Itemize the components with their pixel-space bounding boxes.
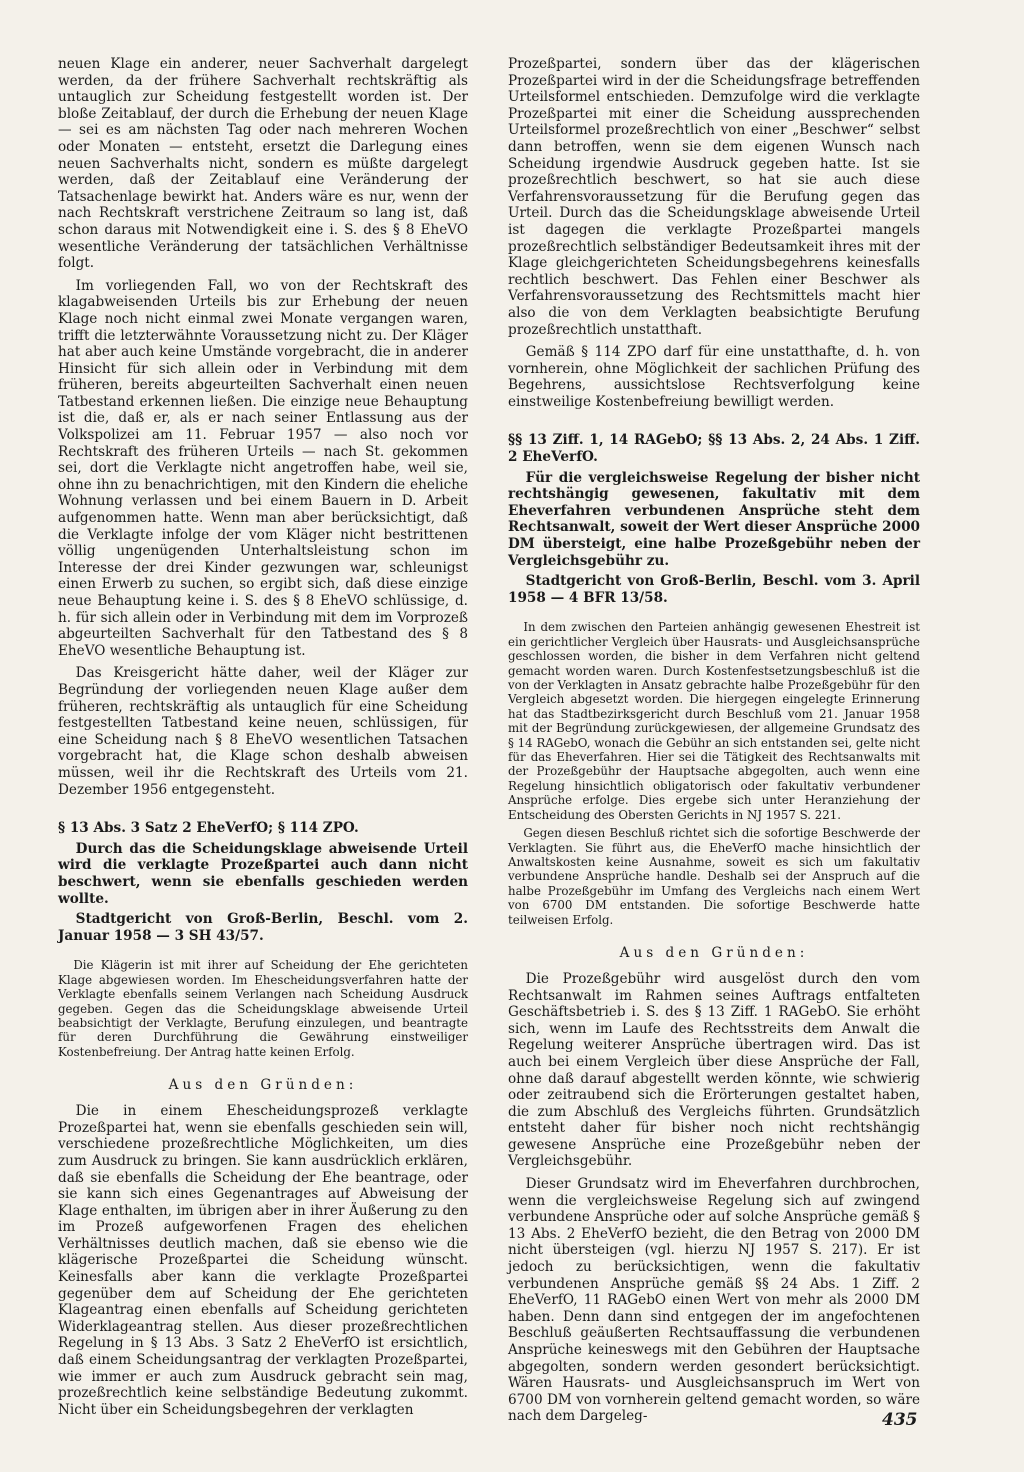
court-citation: Stadtgericht von Groß-Berlin, Beschl. vom 3. April 1958 — 4 BFR 13/58. [508, 573, 920, 606]
paragraph: Das Kreisgericht hätte daher, weil der Kläger zur Begründung der vorliegenden neuen Klage außer dem früheren, rechtskräftig als untauglich für eine Scheidung festgestellten Tatbestand keine neuen, schlüssigen, für eine Scheidung nach § 8 EheVO wesentlichen Tatsachen vorgebracht hat, die Klage schon deshalb abweisen müssen, weil ihr die Rechtskraft des Urteils vom 21. Dezember 1956 entgegensteht. [58, 665, 468, 798]
paragraph: Die in einem Ehescheidungsprozeß verklagte Prozeßpartei hat, wenn sie ebenfalls geschieden sein will, verschiedene prozeßrechtliche Möglichkeiten, um dies zum Ausdruck zu bringen. Sie kann ausdrücklich erklären, daß sie ebenfalls die Scheidung der Ehe beantrage, oder sie kann sich eines Gegenantrages auf Abweisung der Klage enthalten, im übrigen aber in ihrer Äußerung zu den im Prozeß aufgeworfenen Fragen des ehelichen Verhältnisses deutlich machen, daß sie ebenso wie die klägerische Prozeßpartei die Scheidung wünscht. Keinesfalls aber kann die verklagte Prozeßpartei gegenüber dem auf Scheidung der Ehe gerichteten Klageantrag einen ebenfalls auf Scheidung gerichteten Widerklageantrag stellen. Aus dieser prozeßrechtlichen Regelung in § 13 Abs. 3 Satz 2 EheVerfO ist ersichtlich, daß einem Scheidungsantrag der verklagten Prozeßpartei, wie immer er auch zum Ausdruck gebracht sein mag, prozeßrechtlich keine selbständige Bedeutung zukommt. Nicht über ein Scheidungsbegehren der verklagten [58, 1103, 468, 1418]
court-citation: Stadtgericht von Groß-Berlin, Beschl. vom 2. Januar 1958 — 3 SH 43/57. [58, 911, 468, 944]
case-summary: In dem zwischen den Parteien anhängig gewesenen Ehestreit ist ein gerichtlicher Vergleich über Hausrats- und Ausgleichsansprüche geschlossen worden, die bisher in dem Verfahren nicht geltend gemacht worden waren. Durch Kostenfestsetzungsbeschluß ist die von der Verklagten in Ansatz gebrachte halbe Prozeßgebühr für den Vergleich abgesetzt worden. Die hiergegen eingelegte Erinnerung hat das Stadtbezirksgericht durch Beschluß vom 21. Januar 1958 mit der Begründung zurückgewiesen, der allgemeine Grundsatz des § 14 RAGebO, wonach die Gebühr an sich entstanden sei, gelte nicht für das Eheverfahren. Hier sei die Tätigkeit des Rechtsanwalts mit der Prozeßgebühr der Hauptsache abgegolten, auch wenn eine Regelung hinsichtlich obligatorisch oder fakultativ verbundener Ansprüche erfolge. Dies ergebe sich unter Heranziehung der Entscheidung des Obersten Gerichts in NJ 1957 S. 221. [508, 620, 920, 822]
right-column [508, 56, 920, 1425]
paragraph: neuen Klage ein anderer, neuer Sachverhalt dargelegt werden, da der frühere Sachverhalt rechtskräftig als untauglich zur Scheidung festgestellt worden ist. Der bloße Zeitablauf, der durch die Erhebung der neuen Klage — sei es am nächsten Tag oder nach mehreren Wochen oder Monaten — entsteht, ersetzt die Darlegung eines neuen Sachverhalts nicht, sondern es müßte dargelegt werden, daß der Zeitablauf eine Veränderung der Tatsachenlage bewirkt hat. Anders wäre es nur, wenn der nach Rechtskraft verstrichene Zeitraum so lang ist, daß schon daraus mit Notwendigkeit eine i. S. des § 8 EheVO wesentliche Veränderung der tatsächlichen Verhältnisse folgt. [58, 56, 468, 272]
case-summary: Gegen diesen Beschluß richtet sich die sofortige Beschwerde der Verklagten. Sie führt aus, die EheVerfO mache hinsichtlich der Anwaltskosten keine Ausnahme, soweit es sich um fakultativ verbundene Ansprüche handle. Deshalb sei der Anspruch auf die halbe Prozeßgebühr im Umfang des Vergleichs nach einem Wert von 6700 DM entstanden. Die sofortige Beschwerde hatte teilweisen Erfolg. [508, 826, 920, 927]
section-title: Aus den Gründen: [619, 944, 809, 961]
section-title: Aus den Gründen: [168, 1077, 358, 1094]
statute-reference: § 13 Abs. 3 Satz 2 EheVerfO; § 114 ZPO. [58, 820, 359, 837]
paragraph: Die Prozeßgebühr wird ausgelöst durch den vom Rechtsanwalt im Rahmen seines Auftrags entfalteten Geschäftsbetrieb i. S. des § 13 Ziff. 1 RAGebO. Sie erhöht sich, wenn im Laufe des Rechtsstreits dem Anwalt die Regelung weiterer Ansprüche übertragen wird. Das ist auch bei einem Vergleich über diese Ansprüche der Fall, ohne daß darauf abgestellt werden könnte, wie schwierig oder zeitraubend sich die Erörterungen gestaltet haben, die zum Abschluß des Vergleichs führten. Grundsätzlich entsteht daher für bisher noch nicht rechtshängig gewesene Ansprüche eine Prozeßgebühr neben der Vergleichsgebühr. [508, 970, 920, 1170]
headnote: Durch das die Scheidungsklage abweisende Urteil wird die verklagte Prozeßpartei auch dann nicht beschwert, wenn sie ebenfalls geschieden werden wollte. [58, 840, 468, 907]
paragraph: Dieser Grundsatz wird im Eheverfahren durchbrochen, wenn die vergleichsweise Regelung sich auf zwingend verbundene Ansprüche oder auf solche Ansprüche gemäß § 13 Abs. 2 EheVerfO bezieht, die den Betrag von 2000 DM nicht übersteigen (vgl. hierzu NJ 1957 S. 217). Er ist jedoch zu berücksichtigen, wenn die fakultativ verbundenen Ansprüche gemäß §§ 24 Abs. 1 Ziff. 2 EheVerfO, 11 RAGebO einen Wert von mehr als 2000 DM haben. Denn dann sind entgegen der im angefochtenen Beschluß geäußerten Rechtsauffassung die verbundenen Ansprüche keineswegs mit den Gebühren der Hauptsache abgegolten, sondern werden gesondert berücksichtigt. Wären Hausrats- und Ausgleichsanspruch im Wert von 6700 DM von vornherein geltend gemacht worden, so wäre nach dem Dargeleg- [508, 1176, 920, 1425]
paragraph: Im vorliegenden Fall, wo von der Rechtskraft des klagabweisenden Urteils bis zur Erhebung der neuen Klage noch nicht einmal zwei Monate vergangen waren, trifft die letzterwähnte Voraussetzung nicht zu. Der Kläger hat aber auch keine Umstände vorgebracht, die in anderer Hinsicht für sich allein oder in Verbindung mit dem früheren, bereits abgeurteilten Sachverhalt einen neuen Tatbestand erkennen ließen. Die einzige neue Behauptung ist die, daß er, als er nach seiner Entlassung aus der Volkspolizei am 11. Februar 1957 — also noch vor Rechtskraft des früheren Urteils — nach St. gekommen sei, dort die Verklagte nicht angetroffen habe, weil sie, ohne ihn zu benachrichtigen, mit den Kindern die eheliche Wohnung verlassen und bei einem Bauern in D. Arbeit aufgenommen hatte. Wenn man aber berücksichtigt, daß die Verklagte infolge der vom Kläger nicht bestrittenen völlig ungenügenden Unterhaltsleistung schon im Interesse der drei Kinder gezwungen war, schleunigst einen Erwerb zu suchen, so ergibt sich, daß diese einzige neue Behauptung keine i. S. des § 8 EheVO schlüssige, d. h. für sich allein oder in Verbindung mit dem im Vorprozeß abgeurteilten Sachverhalt für den Tatbestand des § 8 EheVO wesentliche Behauptung ist. [58, 277, 468, 659]
left-column [58, 56, 468, 1418]
paragraph: Prozeßpartei, sondern über das der klägerischen Prozeßpartei wird in der die Scheidungsfrage betreffenden Urteilsformel entschieden. Demzufolge wird die verklagte Prozeßpartei mit einer die Scheidung aussprechenden Urteilsformel prozeßrechtlich von einer „Beschwer“ selbst dann betroffen, wenn sie dem eigenen Wunsch nach Scheidung irgendwie Ausdruck gegeben hatte. Ist sie prozeßrechtlich beschwert, so hat sie auch diese Verfahrensvoraussetzung für die Berufung gegen das Urteil. Durch das die Scheidungsklage abweisende Urteil ist dagegen die verklagte Prozeßpartei mangels prozeßrechtlich selbständiger Bedeutsamkeit ihres mit der Klage gleichgerichteten Scheidungsbegehrens keinesfalls rechtlich beschwert. Das Fehlen einer Beschwer als Verfahrensvoraussetzung des Rechtsmittels macht hier also die von dem Verklagten beabsichtigte Berufung prozeßrechtlich unstatthaft. [508, 56, 920, 338]
paragraph: Gemäß § 114 ZPO darf für eine unstatthafte, d. h. von vornherein, ohne Möglichkeit der sachlichen Prüfung des Begehrens, aussichtslose Rechtsverfolgung keine einstweilige Kostenbefreiung bewilligt werden. [508, 344, 920, 410]
case-summary: Die Klägerin ist mit ihrer auf Scheidung der Ehe gerichteten Klage abgewiesen worden. Im Ehescheidungsverfahren hatte der Verklagte ebenfalls seinem Verlangen nach Scheidung Ausdruck gegeben. Gegen das die Scheidungsklage abweisende Urteil beabsichtigt der Verklagte, Berufung einzulegen, und beantragte für deren Durchführung die Gewährung einstweiliger Kostenbefreiung. Der Antrag hatte keinen Erfolg. [58, 958, 468, 1059]
statute-reference: §§ 13 Ziff. 1, 14 RAGebO; §§ 13 Abs. 2, 24 Abs. 1 Ziff. 2 EheVerfO. [508, 432, 920, 466]
page-number: 435 [882, 1410, 918, 1430]
headnote: Für die vergleichsweise Regelung der bisher nicht rechtshängig gewesenen, fakultativ mit dem Eheverfahren verbundenen Ansprüche steht dem Rechtsanwalt, soweit der Wert dieser Ansprüche 2000 DM übersteigt, eine halbe Prozeßgebühr neben der Vergleichsgebühr zu. [508, 469, 920, 569]
